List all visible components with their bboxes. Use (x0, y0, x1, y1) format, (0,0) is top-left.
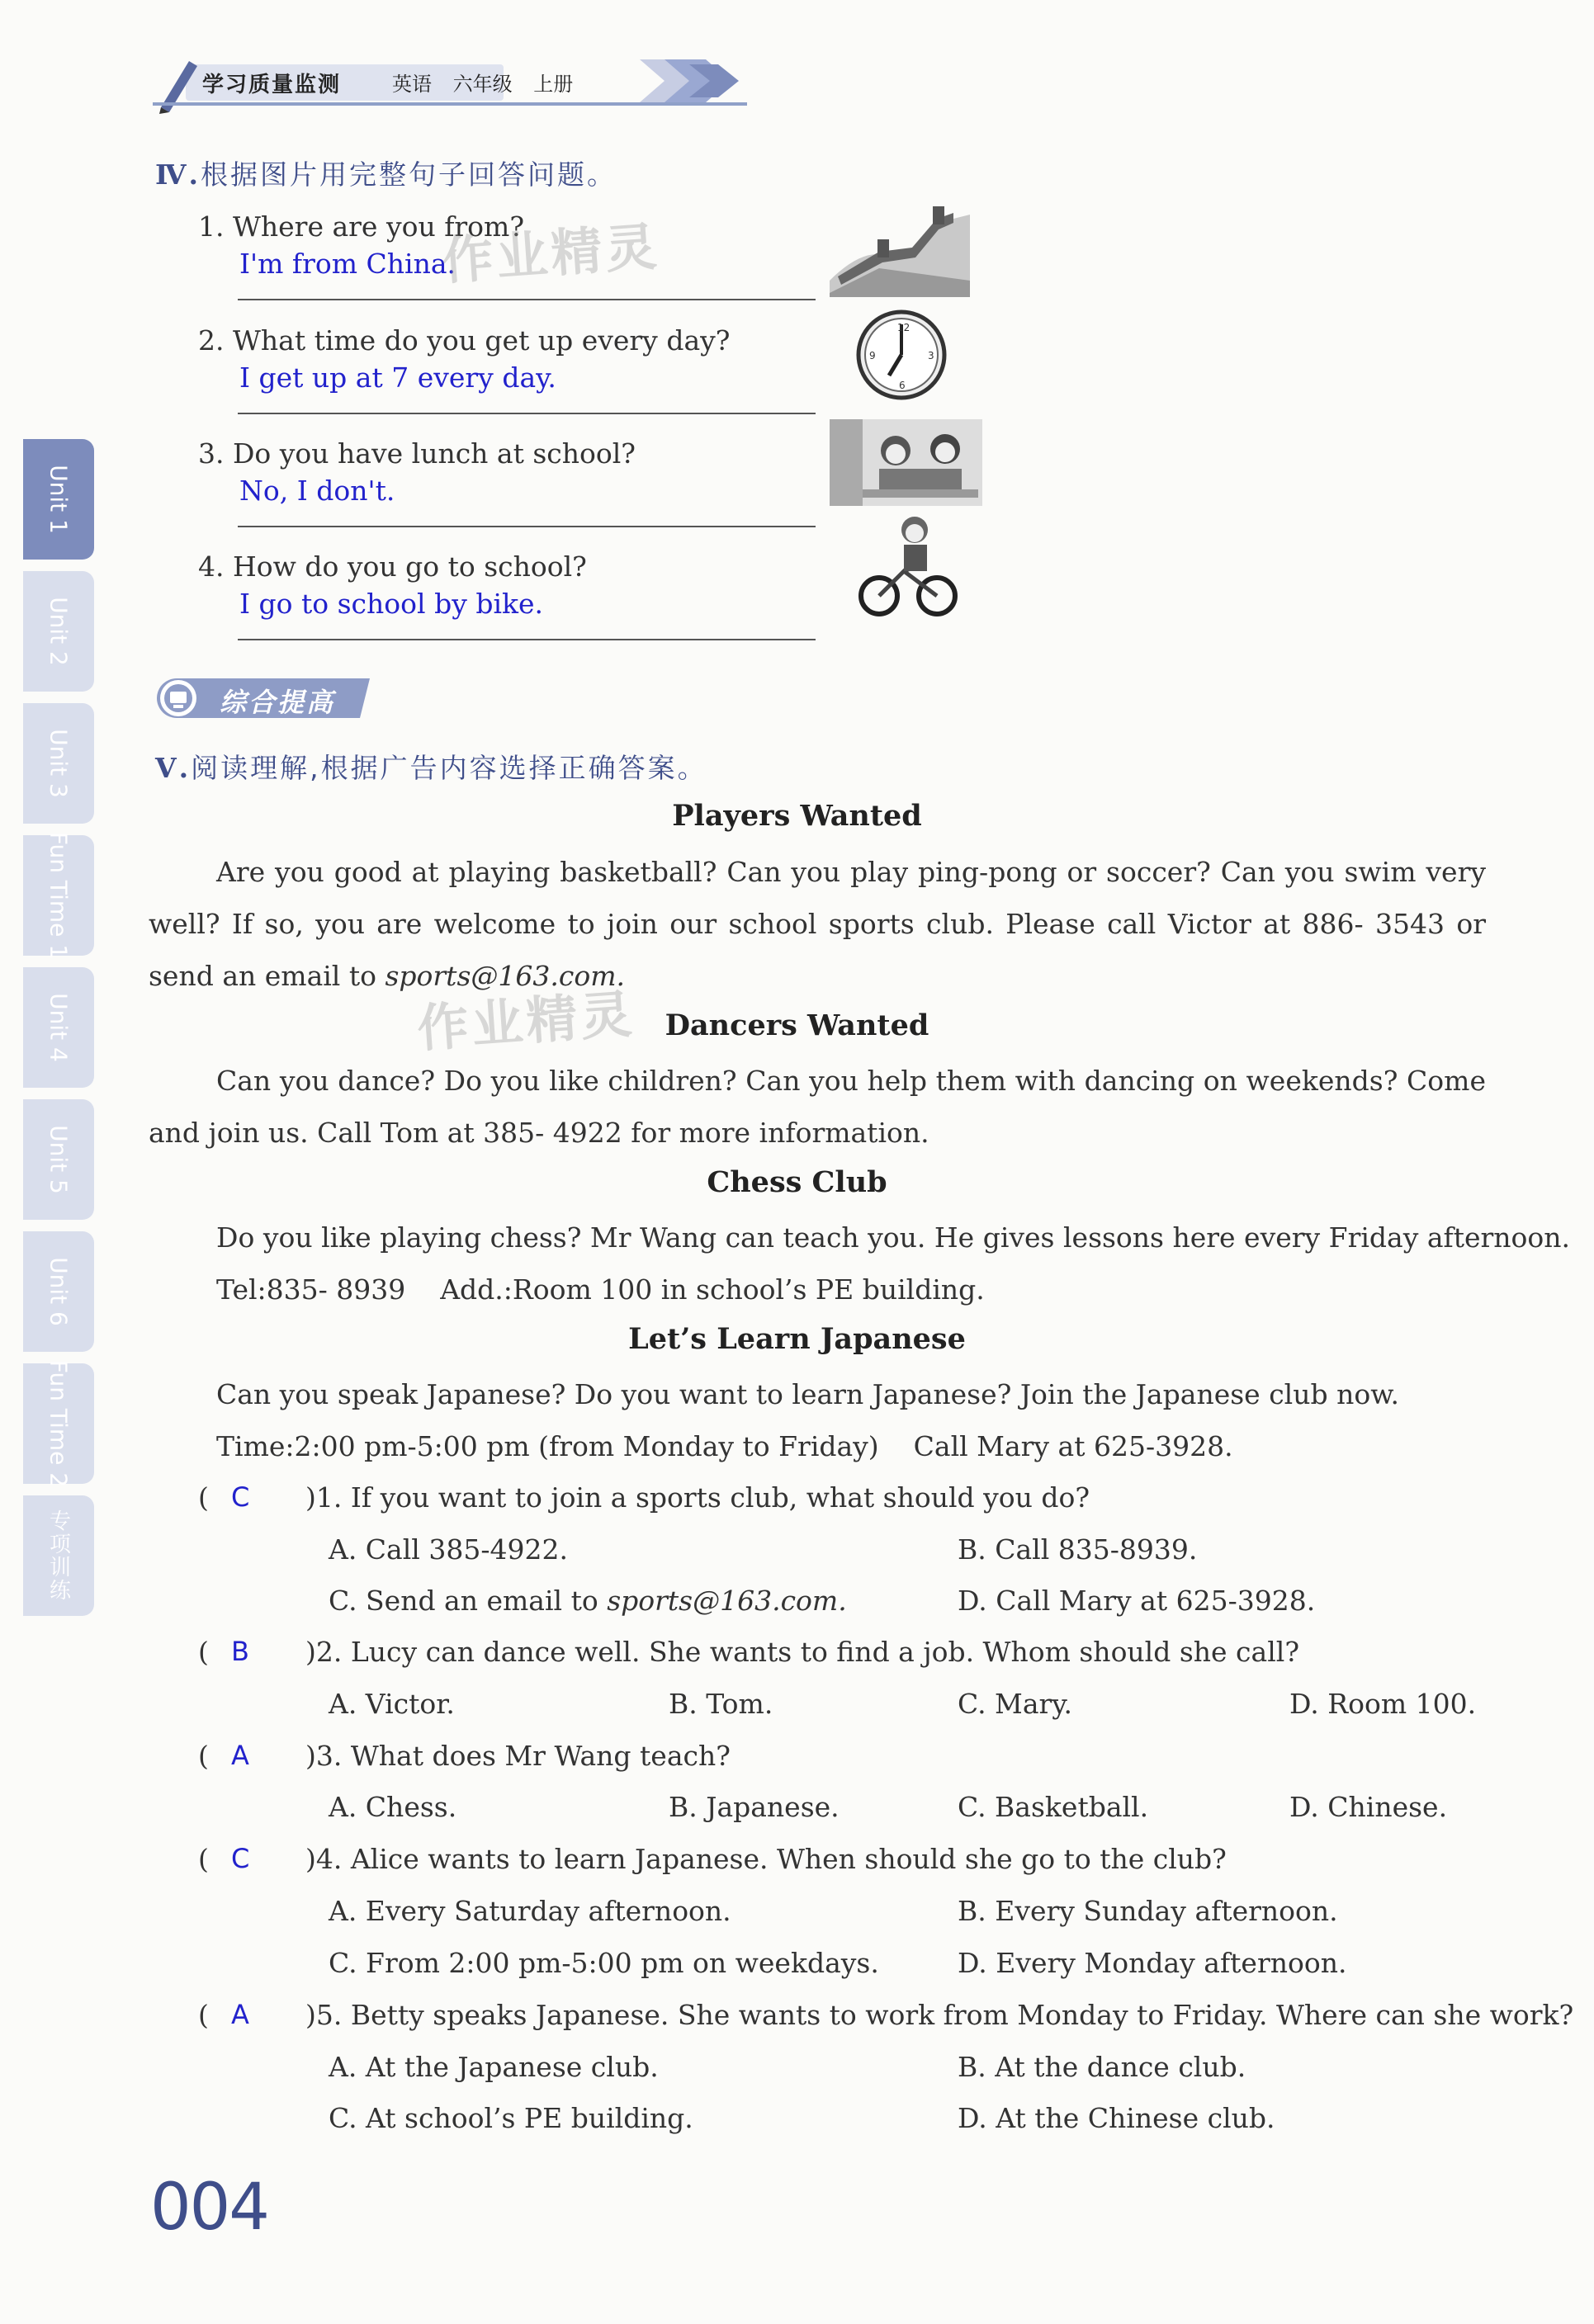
ad-text-players: Are you good at playing basketball? Can you play ping-pong or soccer? Can you swim very well? If so, you are welcome to join our school sports club. Please call Victor at 886- 3543 or send an email to sports@163.com. (149, 856, 1486, 992)
bike-rider-image (858, 513, 958, 621)
answer-line (238, 639, 816, 640)
answer-mark: C (231, 1481, 250, 1513)
tab-fun-time-2[interactable]: Fun Time 2 (23, 1363, 94, 1484)
answer-text: No, I don't. (239, 475, 395, 507)
tab-unit-5[interactable]: Unit 5 (23, 1099, 94, 1220)
q5-option-c[interactable]: C. At school’s PE building. (329, 2102, 693, 2134)
q5-option-d[interactable]: D. At the Chinese club. (958, 2102, 1275, 2134)
answer-mark: B (231, 1636, 249, 1667)
ad-text-chess-1: Do you like playing chess? Mr Wang can teach you. He gives lessons here every Friday afternoon. (216, 1221, 1571, 1254)
q1-option-c[interactable]: C. Send an email to sports@163.com. (329, 1585, 847, 1617)
ad-title-dancers: Dancers Wanted (665, 1008, 929, 1042)
section-5-heading: Ⅴ.阅读理解,根据广告内容选择正确答案。 (155, 752, 707, 784)
answer-line (238, 526, 816, 527)
answer-mark: A (231, 1740, 249, 1771)
svg-text:12: 12 (897, 322, 911, 333)
q2-option-d[interactable]: D. Room 100. (1289, 1688, 1477, 1720)
question-text: 3. Do you have lunch at school? (198, 437, 636, 470)
q5-option-a[interactable]: A. At the Japanese club. (329, 2051, 659, 2083)
q1-option-b[interactable]: B. Call 835-8939. (958, 1533, 1198, 1566)
tab-unit-1[interactable]: Unit 1 (23, 439, 94, 560)
mc-question-3: ( A )3. What does Mr Wang teach? (198, 1740, 731, 1772)
ad-text-dancers: Can you dance? Do you like children? Can you help them with dancing on weekends? Come and join us. Call Tom at 385- 4922 for more information. (149, 1065, 1486, 1149)
ad-text-chess-2: Tel:835- 8939 Add.:Room 100 in school’s PE building. (216, 1273, 985, 1306)
q1-option-d[interactable]: D. Call Mary at 625-3928. (958, 1585, 1316, 1617)
answer-mark: A (231, 1999, 249, 2030)
ad-title-players: Players Wanted (672, 799, 922, 833)
tab-unit-4[interactable]: Unit 4 (23, 967, 94, 1088)
question-text: 1. Where are you from? (198, 210, 525, 243)
qa-item-4 (198, 550, 817, 620)
clock-image (854, 308, 949, 403)
q3-option-a[interactable]: A. Chess. (329, 1791, 457, 1823)
answer-text: I get up at 7 every day. (239, 361, 556, 394)
lunch-at-home-image (830, 419, 982, 506)
tab-unit-2[interactable]: Unit 2 (23, 571, 94, 692)
q3-option-b[interactable]: B. Japanese. (669, 1791, 840, 1823)
q4-option-c[interactable]: C. From 2:00 pm-5:00 pm on weekdays. (329, 1947, 879, 1979)
answer-text: I go to school by bike. (239, 588, 544, 620)
tab-fun-time-1[interactable]: Fun Time 1 (23, 835, 94, 956)
header-subject-info: 英语 六年级 上册 (392, 73, 574, 96)
answer-text: I'm from China. (239, 248, 456, 280)
answer-line (238, 413, 816, 414)
answer-mark: C (231, 1843, 250, 1874)
question-text: 2. What time do you get up every day? (198, 324, 731, 357)
q3-option-d[interactable]: D. Chinese. (1289, 1791, 1448, 1823)
great-wall-image (830, 190, 970, 297)
q4-option-b[interactable]: B. Every Sunday afternoon. (958, 1895, 1338, 1927)
watermark-2: 作业精灵 (415, 983, 637, 1060)
qa-item-3 (198, 437, 817, 507)
tab-unit-3[interactable]: Unit 3 (23, 703, 94, 824)
ad-title-japanese: Let’s Learn Japanese (628, 1322, 966, 1356)
tab-special-training[interactable]: 专项训练 (23, 1495, 94, 1616)
q4-option-a[interactable]: A. Every Saturday afternoon. (329, 1895, 731, 1927)
svg-text:6: 6 (899, 380, 906, 391)
svg-text:3: 3 (928, 350, 934, 361)
header-rule (153, 102, 747, 106)
chevron-arrows-icon (640, 56, 747, 106)
q2-option-a[interactable]: A. Victor. (329, 1688, 455, 1720)
page-header (153, 56, 747, 106)
q5-option-b[interactable]: B. At the dance club. (958, 2051, 1246, 2083)
comprehensive-banner (154, 675, 376, 721)
ad-title-chess: Chess Club (707, 1165, 887, 1199)
question-text: 4. How do you go to school? (198, 550, 587, 583)
ad-text-japanese-1: Can you speak Japanese? Do you want to learn Japanese? Join the Japanese club now. (216, 1378, 1400, 1410)
q1-option-a[interactable]: A. Call 385-4922. (329, 1533, 568, 1566)
q3-option-c[interactable]: C. Basketball. (958, 1791, 1149, 1823)
mc-question-1: ( C )1. If you want to join a sports club, what should you do? (198, 1481, 1090, 1514)
answer-line (238, 299, 816, 300)
qa-item-2 (198, 324, 817, 394)
watermark-1: 作业精灵 (440, 215, 662, 292)
svg-text:9: 9 (869, 350, 876, 361)
q2-option-b[interactable]: B. Tom. (669, 1688, 773, 1720)
ad-text-japanese-2: Time:2:00 pm-5:00 pm (from Monday to Friday) Call Mary at 625-3928. (216, 1430, 1233, 1462)
q4-option-d[interactable]: D. Every Monday afternoon. (958, 1947, 1347, 1979)
header-series: 学习质量监测 (202, 73, 342, 97)
mc-question-4: ( C )4. Alice wants to learn Japanese. When should she go to the club? (198, 1843, 1227, 1875)
tab-unit-6[interactable]: Unit 6 (23, 1231, 94, 1352)
banner-label: 综合提高 (220, 687, 336, 718)
q2-option-c[interactable]: C. Mary. (958, 1688, 1073, 1720)
mc-question-5: ( A )5. Betty speaks Japanese. She wants to work from Monday to Friday. Where can she work? (198, 1999, 1574, 2031)
mc-question-2: ( B )2. Lucy can dance well. She wants to find a job. Whom should she call? (198, 1636, 1300, 1668)
section-4-heading: Ⅳ.根据图片用完整句子回答问题。 (155, 158, 617, 191)
page-number: 004 (150, 2170, 268, 2245)
